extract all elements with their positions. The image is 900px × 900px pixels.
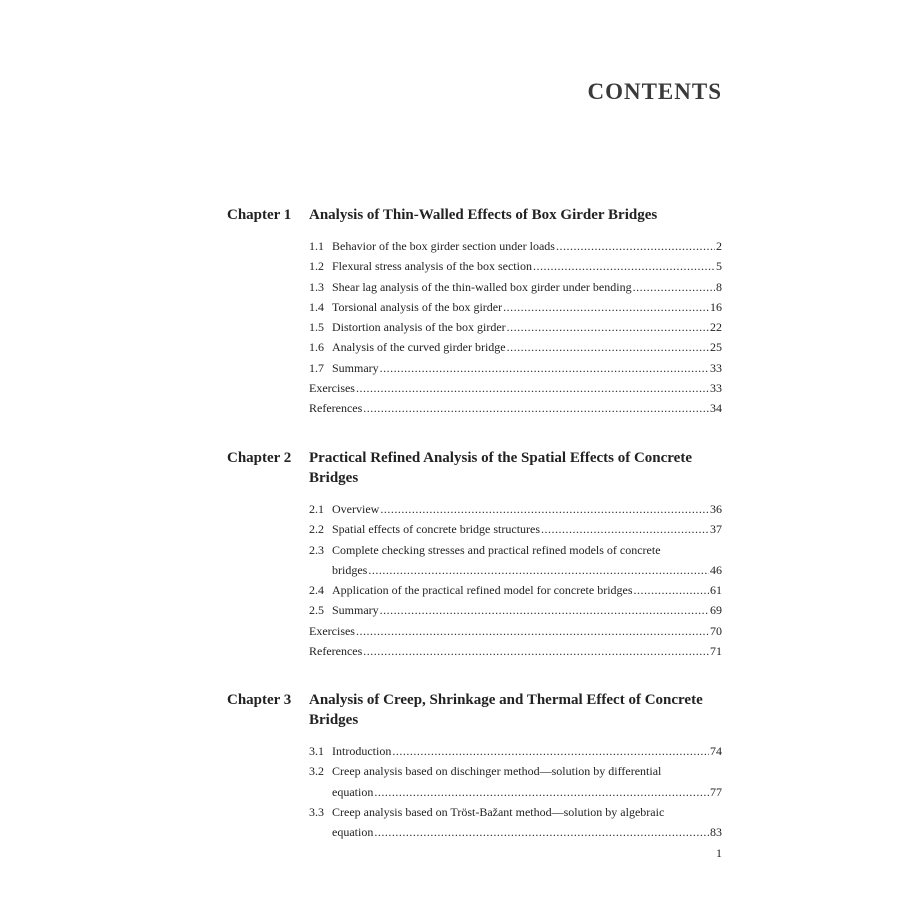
toc-entry[interactable] [309,641,722,661]
section-title: Distortion analysis of the box girder [332,320,506,335]
chapter-entries [309,741,722,842]
dot-leader [380,358,709,378]
section-number: 2.1 [309,502,324,516]
section-title: Analysis of the curved girder bridge [332,340,506,355]
toc-entry[interactable] [309,802,722,822]
section-number: 1.1 [309,239,324,253]
page-ref: 33 [710,360,722,375]
chapter-heading [227,448,722,488]
page-ref: 37 [710,522,722,537]
page-ref: 16 [710,299,722,314]
page-ref: 25 [710,340,722,355]
toc-entry[interactable] [309,621,722,641]
page-number: 1 [716,846,722,860]
chapter-title[interactable]: Practical Refined Analysis of the Spatial Effects of Concrete Bridges [309,450,692,486]
dot-leader [363,641,709,661]
chapter-1 [227,205,722,419]
chapter-label: Chapter 3 [227,692,292,708]
dot-leader [380,600,709,620]
dot-leader [363,398,709,418]
dot-leader [356,621,709,641]
toc-entry-continued[interactable] [309,560,722,580]
page-ref: 61 [710,583,722,598]
section-title: Exercises [309,623,355,638]
page-ref: 36 [710,502,722,516]
dot-leader [533,256,715,276]
toc-entry[interactable] [309,277,722,297]
page-ref: 33 [710,381,722,396]
toc-entry[interactable] [309,580,722,600]
page-ref: 83 [710,825,722,840]
chapter-3 [227,690,722,842]
page-ref: 69 [710,603,722,618]
section-title: Flexural stress analysis of the box section [332,259,532,274]
section-title: Application of the practical refined model for concrete bridges [332,583,633,598]
toc-entry[interactable] [309,317,722,337]
page-ref: 22 [710,320,722,335]
section-title: Complete checking stresses and practical refined models of concrete [332,542,661,557]
toc-entry[interactable] [309,519,722,539]
dot-leader [556,236,715,256]
section-title: Behavior of the box girder section under loads [332,239,555,253]
dot-leader [374,782,709,802]
section-number: 1.5 [309,320,324,335]
section-number: 1.3 [309,279,324,294]
page-ref: 2 [716,239,722,253]
section-number: 2.4 [309,583,324,598]
page-ref: 74 [710,744,722,758]
chapter-entries [309,236,722,419]
section-number: 2.3 [309,542,324,557]
section-title: References [309,401,363,416]
section-title: Shear lag analysis of the thin-walled box girder under bending [332,279,632,294]
section-title-continued: equation [332,784,374,799]
section-title: Introduction [332,744,392,758]
section-number: 1.6 [309,340,324,355]
section-title: Torsional analysis of the box girder [332,299,503,314]
page-ref: 5 [716,259,722,274]
dot-leader [503,297,709,317]
chapter-title[interactable]: Analysis of Thin-Walled Effects of Box Girder Bridges [309,207,658,223]
page-ref: 34 [710,401,722,416]
chapter-heading [227,690,722,730]
chapter-label: Chapter 2 [227,450,292,466]
page-ref: 71 [710,644,722,659]
section-title: Spatial effects of concrete bridge structures [332,522,541,537]
section-number: 1.4 [309,299,324,314]
toc-entry[interactable] [309,398,722,418]
section-title: Summary [332,360,379,375]
section-number: 3.2 [309,764,324,779]
toc-entry[interactable] [309,761,722,781]
section-title-continued: bridges [332,562,368,577]
page-ref: 77 [710,784,722,799]
toc-entry[interactable] [309,236,722,256]
chapter-2 [227,448,722,661]
section-title: Overview [332,502,380,516]
dot-leader [634,580,709,600]
contents-heading: CONTENTS [587,79,722,104]
toc-entry-continued[interactable] [309,822,722,842]
dot-leader [368,560,709,580]
dot-leader [380,499,709,519]
dot-leader [392,741,709,761]
toc-entry[interactable] [309,378,722,398]
section-number: 2.2 [309,522,324,537]
toc-entry[interactable] [309,741,722,761]
section-title: Exercises [309,381,355,396]
dot-leader [507,337,709,357]
chapter-heading [227,205,722,225]
toc-entry[interactable] [309,358,722,378]
page-ref: 70 [710,623,722,638]
section-number: 1.2 [309,259,324,274]
toc-entry[interactable] [309,297,722,317]
chapter-title[interactable]: Analysis of Creep, Shrinkage and Thermal Effect of Concrete Bridges [309,692,703,728]
toc-entry[interactable] [309,540,722,560]
chapter-entries [309,499,722,661]
page-ref: 46 [710,562,722,577]
toc-entry[interactable] [309,337,722,357]
toc-entry[interactable] [309,499,722,519]
section-title: References [309,644,363,659]
dot-leader [541,519,709,539]
section-number: 2.5 [309,603,324,618]
section-title: Creep analysis based on Tröst-Bažant method—solution by algebraic [332,804,665,819]
toc-entry-continued[interactable] [309,782,722,802]
page-ref: 8 [716,279,722,294]
toc-entry[interactable] [309,256,722,276]
section-title: Summary [332,603,379,618]
dot-leader [507,317,709,337]
section-number: 3.3 [309,804,324,819]
toc-entry[interactable] [309,600,722,620]
dot-leader [356,378,709,398]
dot-leader [633,277,715,297]
section-number: 3.1 [309,744,324,758]
chapter-label: Chapter 1 [227,207,292,223]
dot-leader [374,822,709,842]
section-title-continued: equation [332,825,374,840]
section-number: 1.7 [309,360,324,375]
section-title: Creep analysis based on dischinger method—solution by differential [332,764,662,779]
